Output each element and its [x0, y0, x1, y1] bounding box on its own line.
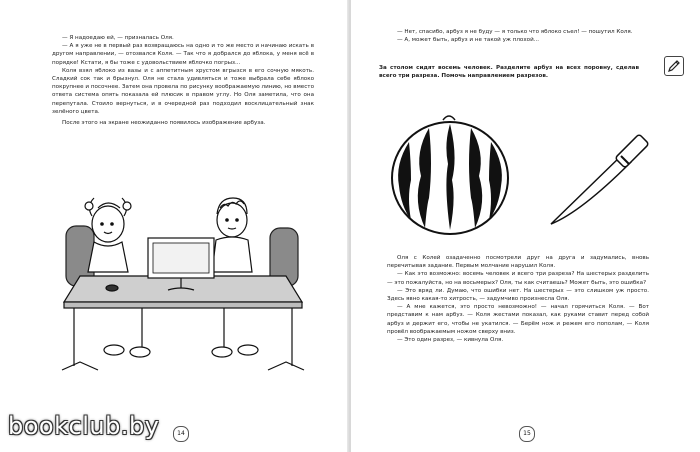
- paragraph: Оля с Колей озадаченно посмотрели друг на друга и задумались, вновь перечитывая задание. Первым молчание нарушил Коля.: [387, 255, 649, 270]
- left-page-text: [52, 34, 314, 127]
- page-number-right: 15: [519, 426, 535, 442]
- left-page: [0, 0, 349, 452]
- right-page-bottom-text: [387, 254, 649, 344]
- pencil-icon: [664, 56, 684, 76]
- right-page: [351, 0, 700, 452]
- task-paragraph: За столом сидят восемь человек. Разделите арбуз на всех поровну, сделав всего три разреза. Помочь направлением разрезов.: [379, 65, 639, 80]
- watermark-text: bookclub.by: [8, 412, 160, 440]
- paragraph: — А, может быть, арбуз и не такой уж плохой...: [397, 37, 540, 44]
- paragraph: — Это вряд ли. Думаю, что ошибки нет. На шестерых — это слишком уж просто. Здесь явно какая-то хитрость, — задумчиво произнесла Оля.: [387, 287, 649, 303]
- task-text: [379, 64, 639, 80]
- right-page-top-text: [387, 28, 649, 44]
- paragraph: — А мне кажется, это просто невозможно! — начал горячиться Коля. — Вот представим к нам арбуз. — Коля жестами показал, как руками ставит перед собой арбуз и держит его, чтобы не укатился. — Берём нож и режем его пополам, — Коля провёл воображаемым ножом сверху вниз.: [387, 304, 649, 335]
- knife-illustration: [541, 120, 661, 230]
- paragraph: Коля взял яблоко из вазы и с аппетитным хрустом вгрызся в его сочную мякоть. Сладкий сок так и брызнул. Оля не стала удивляться и тоже выбрала себе яблоко покрупнее и посочнее. Затем она провела по рисунку воображаемую линию, но вместо ответа система опять показала ей плюсик в правом углу. Но Оля заметила, что она перепутала. Стоило вернуться, и в очередной раз подходил восклицательный знак зелёного цвета.: [52, 67, 314, 115]
- children-at-computer-illustration: [52, 180, 314, 380]
- paragraph: — Это один разрез, — кивнула Оля.: [397, 337, 504, 344]
- page-number-left: 14: [173, 426, 189, 442]
- watermelon-illustration: [385, 110, 515, 238]
- paragraph: — Я надоедаю ей, — призналась Оля.: [62, 35, 174, 41]
- paragraph: — Нет, спасибо, арбуз я не буду — я только что яблоко съел! — пошутил Коля.: [397, 29, 633, 35]
- paragraph: — Как это возможно: восемь человек и всего три разреза? На шестерых разделить — это пожалуйста, но на восьмерых? Оля, ты как считаешь? Может быть, это ошибка?: [387, 271, 649, 286]
- paragraph: — А я уже не в первый раз возвращаюсь на одно и то же место и начинаю искать в другом направлении, — отозвался Коля. — Так что я добрался до яблока, у меня всё в порядке! Кстати, я бы тоже с удовольствием яблочко погрыз...: [52, 43, 314, 66]
- paragraph: После этого на экране неожиданно появилось изображение арбуза.: [62, 120, 266, 127]
